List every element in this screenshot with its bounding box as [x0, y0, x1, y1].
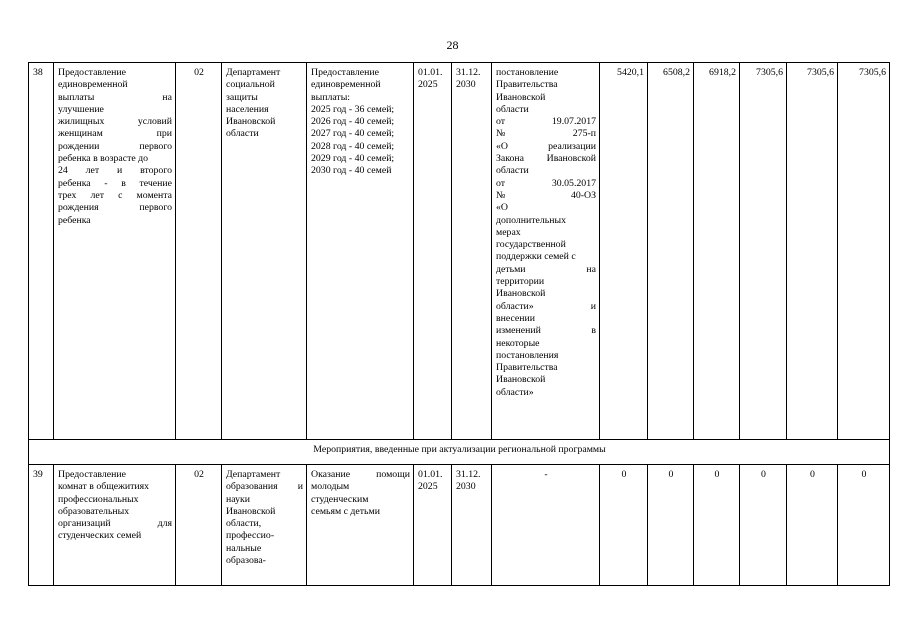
text-line: социальной	[226, 79, 275, 91]
text-line: 2025	[418, 481, 438, 493]
text-line: № 275-п	[496, 128, 596, 140]
text-line: 2025 год - 36 семей;	[311, 103, 395, 115]
text-line: «О	[496, 202, 508, 214]
text-line: единовременной	[58, 79, 128, 91]
text-line: 2029 год - 40 семей;	[311, 153, 395, 165]
text-line: Департамент	[226, 67, 281, 78]
end-date-cell	[452, 465, 492, 586]
start-date-cell	[414, 63, 452, 440]
section-header-row	[29, 440, 890, 465]
text-line: рождении первого	[58, 140, 172, 152]
text-line: 31.12.	[456, 469, 481, 480]
text-line: области	[496, 165, 529, 177]
text-line: 01.01.	[418, 67, 443, 78]
text-line: улучшение	[58, 103, 104, 115]
text-line: Ивановской	[496, 91, 546, 103]
text-line: Оказание помощи	[311, 469, 410, 480]
text-line: территории	[496, 276, 545, 288]
text-line: области,	[226, 518, 262, 530]
text-line: профессио-	[226, 530, 275, 542]
text-line: 2028 год - 40 семей;	[311, 140, 395, 152]
program-measures-table	[28, 62, 890, 586]
text-line: жилищных условий	[58, 116, 172, 128]
text-line: 2030	[456, 79, 476, 91]
text-line: Ивановской	[226, 116, 276, 128]
value-cell: 0	[648, 465, 694, 586]
text-line: 2030 год - 40 семей	[311, 165, 392, 177]
code-cell: 02	[176, 63, 222, 440]
text-line: детьми на	[496, 263, 596, 275]
page-number: 28	[446, 38, 459, 52]
text-line: защиты	[226, 91, 258, 103]
text-line: 2030	[456, 481, 476, 493]
text-line: образовательных	[58, 505, 130, 517]
text-line: комнат в общежитиях	[58, 481, 150, 493]
executor-cell	[222, 63, 307, 440]
text-line: семьям с детьми	[311, 505, 380, 517]
value-cell: 0	[787, 465, 838, 586]
text-line: образова-	[226, 555, 266, 567]
row-number: 38	[29, 63, 54, 440]
text-line: Предоставление	[58, 67, 126, 78]
text-line: выплаты:	[311, 91, 351, 103]
text-line: от 30.05.2017	[496, 177, 596, 189]
text-line: 2025	[418, 79, 438, 91]
text-line: организаций для	[58, 518, 172, 530]
text-line: 01.01.	[418, 469, 443, 480]
text-line: Ивановской	[496, 374, 546, 386]
value-cell: 0	[838, 465, 890, 586]
start-date-cell	[414, 465, 452, 586]
text-line: молодым	[311, 481, 350, 493]
text-line: Департамент	[226, 469, 281, 480]
text-line: № 40-ОЗ	[496, 189, 596, 201]
text-line: ребенка	[58, 214, 91, 226]
text-line: ребенка в возрасте до	[58, 153, 149, 165]
text-line: нальные	[226, 542, 262, 554]
result-cell	[307, 465, 414, 586]
text-line: выплаты на	[58, 91, 172, 103]
text-line: области» и	[496, 300, 596, 312]
text-line: мерах	[496, 226, 521, 238]
table-row	[29, 465, 890, 586]
executor-cell	[222, 465, 307, 586]
text-line: области	[496, 103, 529, 115]
text-line: Предоставление	[311, 67, 379, 78]
text-line: населения	[226, 103, 269, 115]
text-line: 31.12.	[456, 67, 481, 78]
text-line: постановления	[496, 349, 559, 361]
text-line: студенческим	[311, 493, 369, 505]
legal-act-cell	[492, 63, 600, 440]
text-line: 24 лет и второго	[58, 165, 172, 177]
text-line: государственной	[496, 239, 566, 251]
text-line: Правительства	[496, 362, 558, 374]
text-line: студенческих семей	[58, 530, 142, 542]
text-line: ребенка - в течение	[58, 177, 172, 189]
text-line: «О реализации	[496, 140, 596, 152]
measure-name-cell	[54, 465, 176, 586]
value-cell: 7305,6	[838, 63, 890, 440]
measure-name-cell	[54, 63, 176, 440]
text-line: науки	[226, 493, 250, 505]
text-line: единовременной	[311, 79, 381, 91]
text-line: 2026 год - 40 семей;	[311, 116, 395, 128]
text-line: от 19.07.2017	[496, 116, 596, 128]
text-line: Ивановской	[496, 288, 546, 300]
text-line: постановление	[496, 67, 559, 78]
value-cell: 7305,6	[787, 63, 838, 440]
value-cell: 0	[694, 465, 740, 586]
text-line: изменений в	[496, 325, 596, 337]
text-line: поддержки семей с	[496, 251, 576, 263]
row-number: 39	[29, 465, 54, 586]
value-cell: 0	[740, 465, 787, 586]
text-line: образования и	[226, 481, 303, 493]
text-line: трех лет с момента	[58, 189, 172, 201]
value-cell: 6508,2	[648, 63, 694, 440]
end-date-cell	[452, 63, 492, 440]
text-line: области»	[496, 386, 534, 398]
text-line: Правительства	[496, 79, 558, 91]
text-line: Предоставление	[58, 469, 126, 480]
text-line: женщинам при	[58, 128, 172, 140]
value-cell: 7305,6	[740, 63, 787, 440]
legal-act-cell: -	[492, 465, 600, 586]
text-line: некоторые	[496, 337, 540, 349]
table-row	[29, 63, 890, 440]
text-line: 2027 год - 40 семей;	[311, 128, 395, 140]
value-cell: 5420,1	[600, 63, 648, 440]
code-cell: 02	[176, 465, 222, 586]
text-line: Ивановской	[226, 505, 276, 517]
text-line: области	[226, 128, 259, 140]
text-line: рождения первого	[58, 202, 172, 214]
text-line: внесении	[496, 312, 536, 324]
text-line: профессиональных	[58, 493, 139, 505]
text-line: Закона Ивановской	[496, 153, 596, 165]
result-cell	[307, 63, 414, 440]
value-cell: 0	[600, 465, 648, 586]
value-cell: 6918,2	[694, 63, 740, 440]
section-header: Мероприятия, введенные при актуализации региональной программы	[29, 440, 890, 465]
text-line: дополнительных	[496, 214, 566, 226]
